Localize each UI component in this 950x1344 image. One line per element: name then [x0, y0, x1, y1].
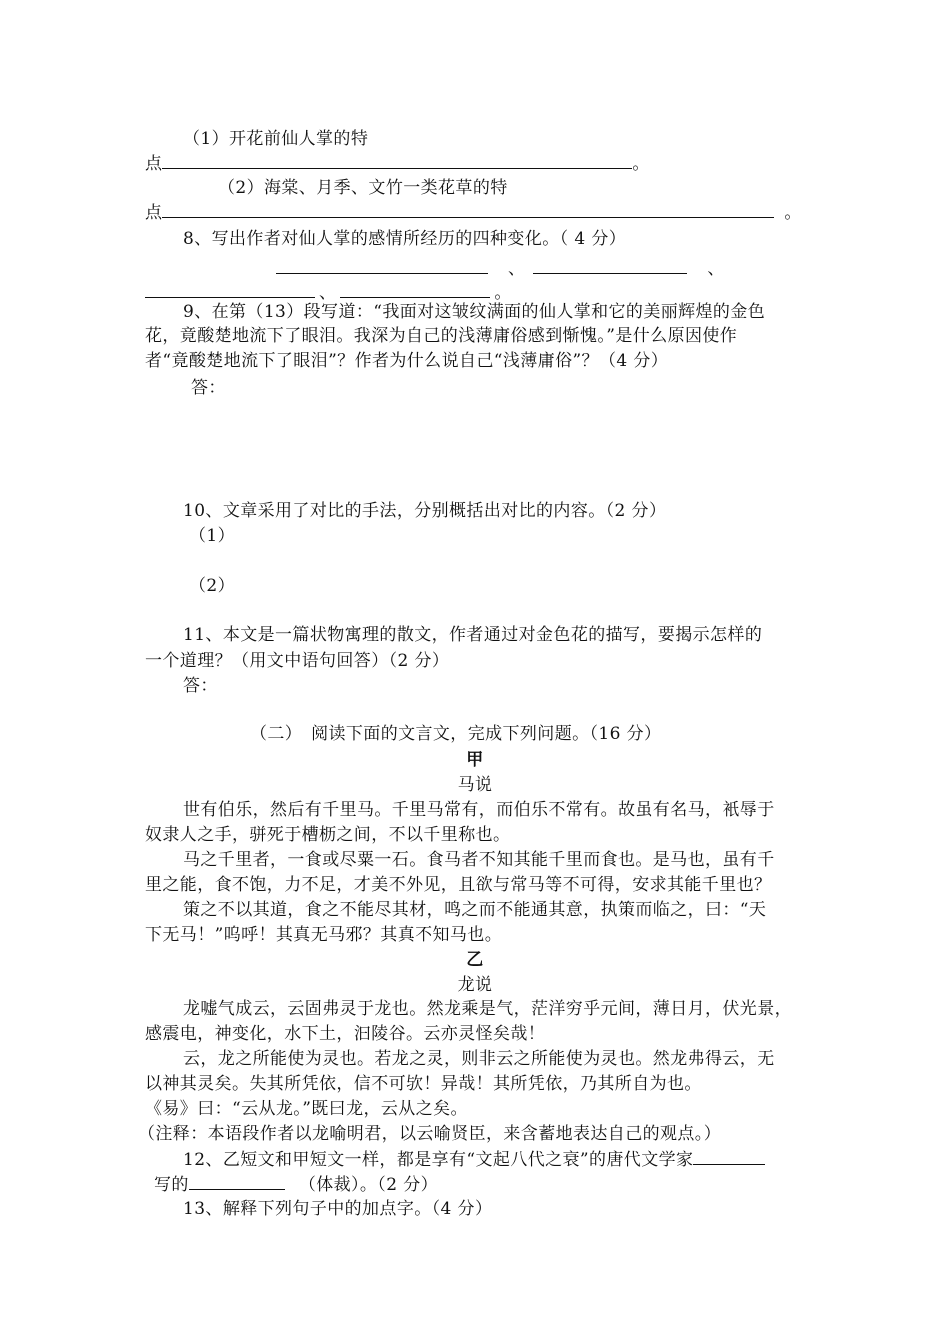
- passage-a-line5: 策之不以其道，食之不能尽其材，鸣之而不能通其意，执策而临之，曰：“天: [183, 900, 767, 920]
- q8-text: 8、写出作者对仙人掌的感情所经历的四种变化。（ 4 分）: [183, 229, 627, 249]
- q7-item1-end: 。: [632, 154, 650, 174]
- passage-b-line1: 龙嘘气成云，云固弗灵于龙也。然龙乘是气，茫洋穷乎元间，薄日月，伏光景，: [183, 999, 792, 1019]
- q9-line1: 9、在第（13）段写道：“我面对这皱纹满面的仙人掌和它的美丽辉煌的金色: [183, 302, 766, 322]
- passage-a-line3: 马之千里者，一食或尽粟一石。食马者不知其能千里而食也。是马也，虽有千: [183, 850, 775, 870]
- q8-blank-1[interactable]: [276, 256, 488, 274]
- q12-line2-suffix: （体裁）。（2 分）: [298, 1175, 439, 1195]
- passage-b-line4: 以神其灵矣。失其所凭依，信不可欤！异哉！其所凭依，乃其所自为也。: [145, 1074, 702, 1094]
- q10-item2: （2）: [189, 576, 236, 596]
- q7-item1-line1: （1）开花前仙人掌的特: [183, 129, 369, 149]
- passage-b-label: 乙: [466, 950, 484, 970]
- q8-sep-2: 、: [707, 259, 725, 279]
- q11-answer-label: 答：: [183, 676, 218, 696]
- passage-b-line3: 云，龙之所能使为灵也。若龙之灵，则非云之所能使为灵也。然龙弗得云，无: [183, 1049, 775, 1069]
- q7-item2-end: 。: [784, 203, 802, 223]
- q7-item2-answer-blank[interactable]: [162, 200, 774, 218]
- q10-item1: （1）: [189, 526, 236, 546]
- q7-item2-line2: [145, 200, 802, 225]
- q13-text: 13、解释下列句子中的加点字。（4 分）: [183, 1199, 493, 1219]
- q11-line2: 一个道理？（用文中语句回答）（2 分）: [145, 651, 450, 671]
- q8-blank-2[interactable]: [533, 256, 687, 274]
- passage-b-note: （注释：本语段作者以龙喻明君，以云喻贤臣，来含蓄地表达自己的观点。）: [138, 1124, 722, 1144]
- q7-item2-line1: （2）海棠、月季、文竹一类花草的特: [218, 178, 508, 198]
- q8-sep-3: 、: [319, 283, 337, 303]
- q7-item2-prefix: 点: [145, 203, 163, 223]
- q7-item1-answer-blank[interactable]: [162, 151, 632, 169]
- passage-b-line5: 《易》曰：“云从龙。”既曰龙，云从之矣。: [145, 1099, 468, 1119]
- q7-item1-line2: [145, 151, 650, 176]
- passage-a-line4: 里之能，食不饱，力不足，才美不外见，且欲与常马等不可得，安求其能千里也？: [145, 875, 772, 895]
- passage-b-line2: 感震电，神变化，水下土，汩陵谷。云亦灵怪矣哉！: [145, 1024, 546, 1044]
- q8-blank-3[interactable]: [145, 280, 315, 298]
- q10-text: 10、文章采用了对比的手法，分别概括出对比的内容。（2 分）: [183, 501, 667, 521]
- passage-a-line6: 下无马！”呜呼！其真无马邪？其真不知马也。: [145, 925, 503, 945]
- passage-a-title: 马说: [457, 775, 493, 795]
- q12-line1-text: 12、乙短文和甲短文一样，都是享有“文起八代之衰”的唐代文学家: [183, 1150, 694, 1170]
- passage-b-title: 龙说: [457, 975, 493, 995]
- q12-genre-blank[interactable]: [189, 1172, 285, 1190]
- q9-line3: 者“竟酸楚地流下了眼泪”？作者为什么说自己“浅薄庸俗”？（4 分）: [145, 351, 669, 371]
- q7-item1-prefix: 点: [145, 154, 163, 174]
- q8-blank-4[interactable]: [340, 280, 490, 298]
- q12-author-blank[interactable]: [693, 1147, 765, 1165]
- passage-a-line1: 世有伯乐，然后有千里马。千里马常有，而伯乐不常有。故虽有名马，衹辱于: [183, 800, 775, 820]
- q11-line1: 11、本文是一篇状物寓理的散文，作者通过对金色花的描写，要揭示怎样的: [183, 625, 763, 645]
- passage-a-label: 甲: [466, 750, 484, 770]
- q8-blanks-row1: [276, 256, 725, 281]
- q9-line2: 花，竟酸楚地流下了眼泪。我深为自己的浅薄庸俗感到惭愧。”是什么原因使作: [145, 326, 738, 346]
- q12-line2-prefix: 写的: [154, 1175, 189, 1195]
- passage-a-line2: 奴隶人之手，骈死于槽枥之间，不以千里称也。: [145, 825, 511, 845]
- q12-line1: [183, 1147, 765, 1172]
- q12-line2: [154, 1172, 438, 1197]
- q8-sep-1: 、: [508, 259, 526, 279]
- q9-answer-label: 答：: [191, 378, 226, 398]
- section2-heading: （二） 阅读下面的文言文，完成下列问题。（16 分）: [250, 724, 662, 744]
- q8-end: 。: [494, 283, 512, 303]
